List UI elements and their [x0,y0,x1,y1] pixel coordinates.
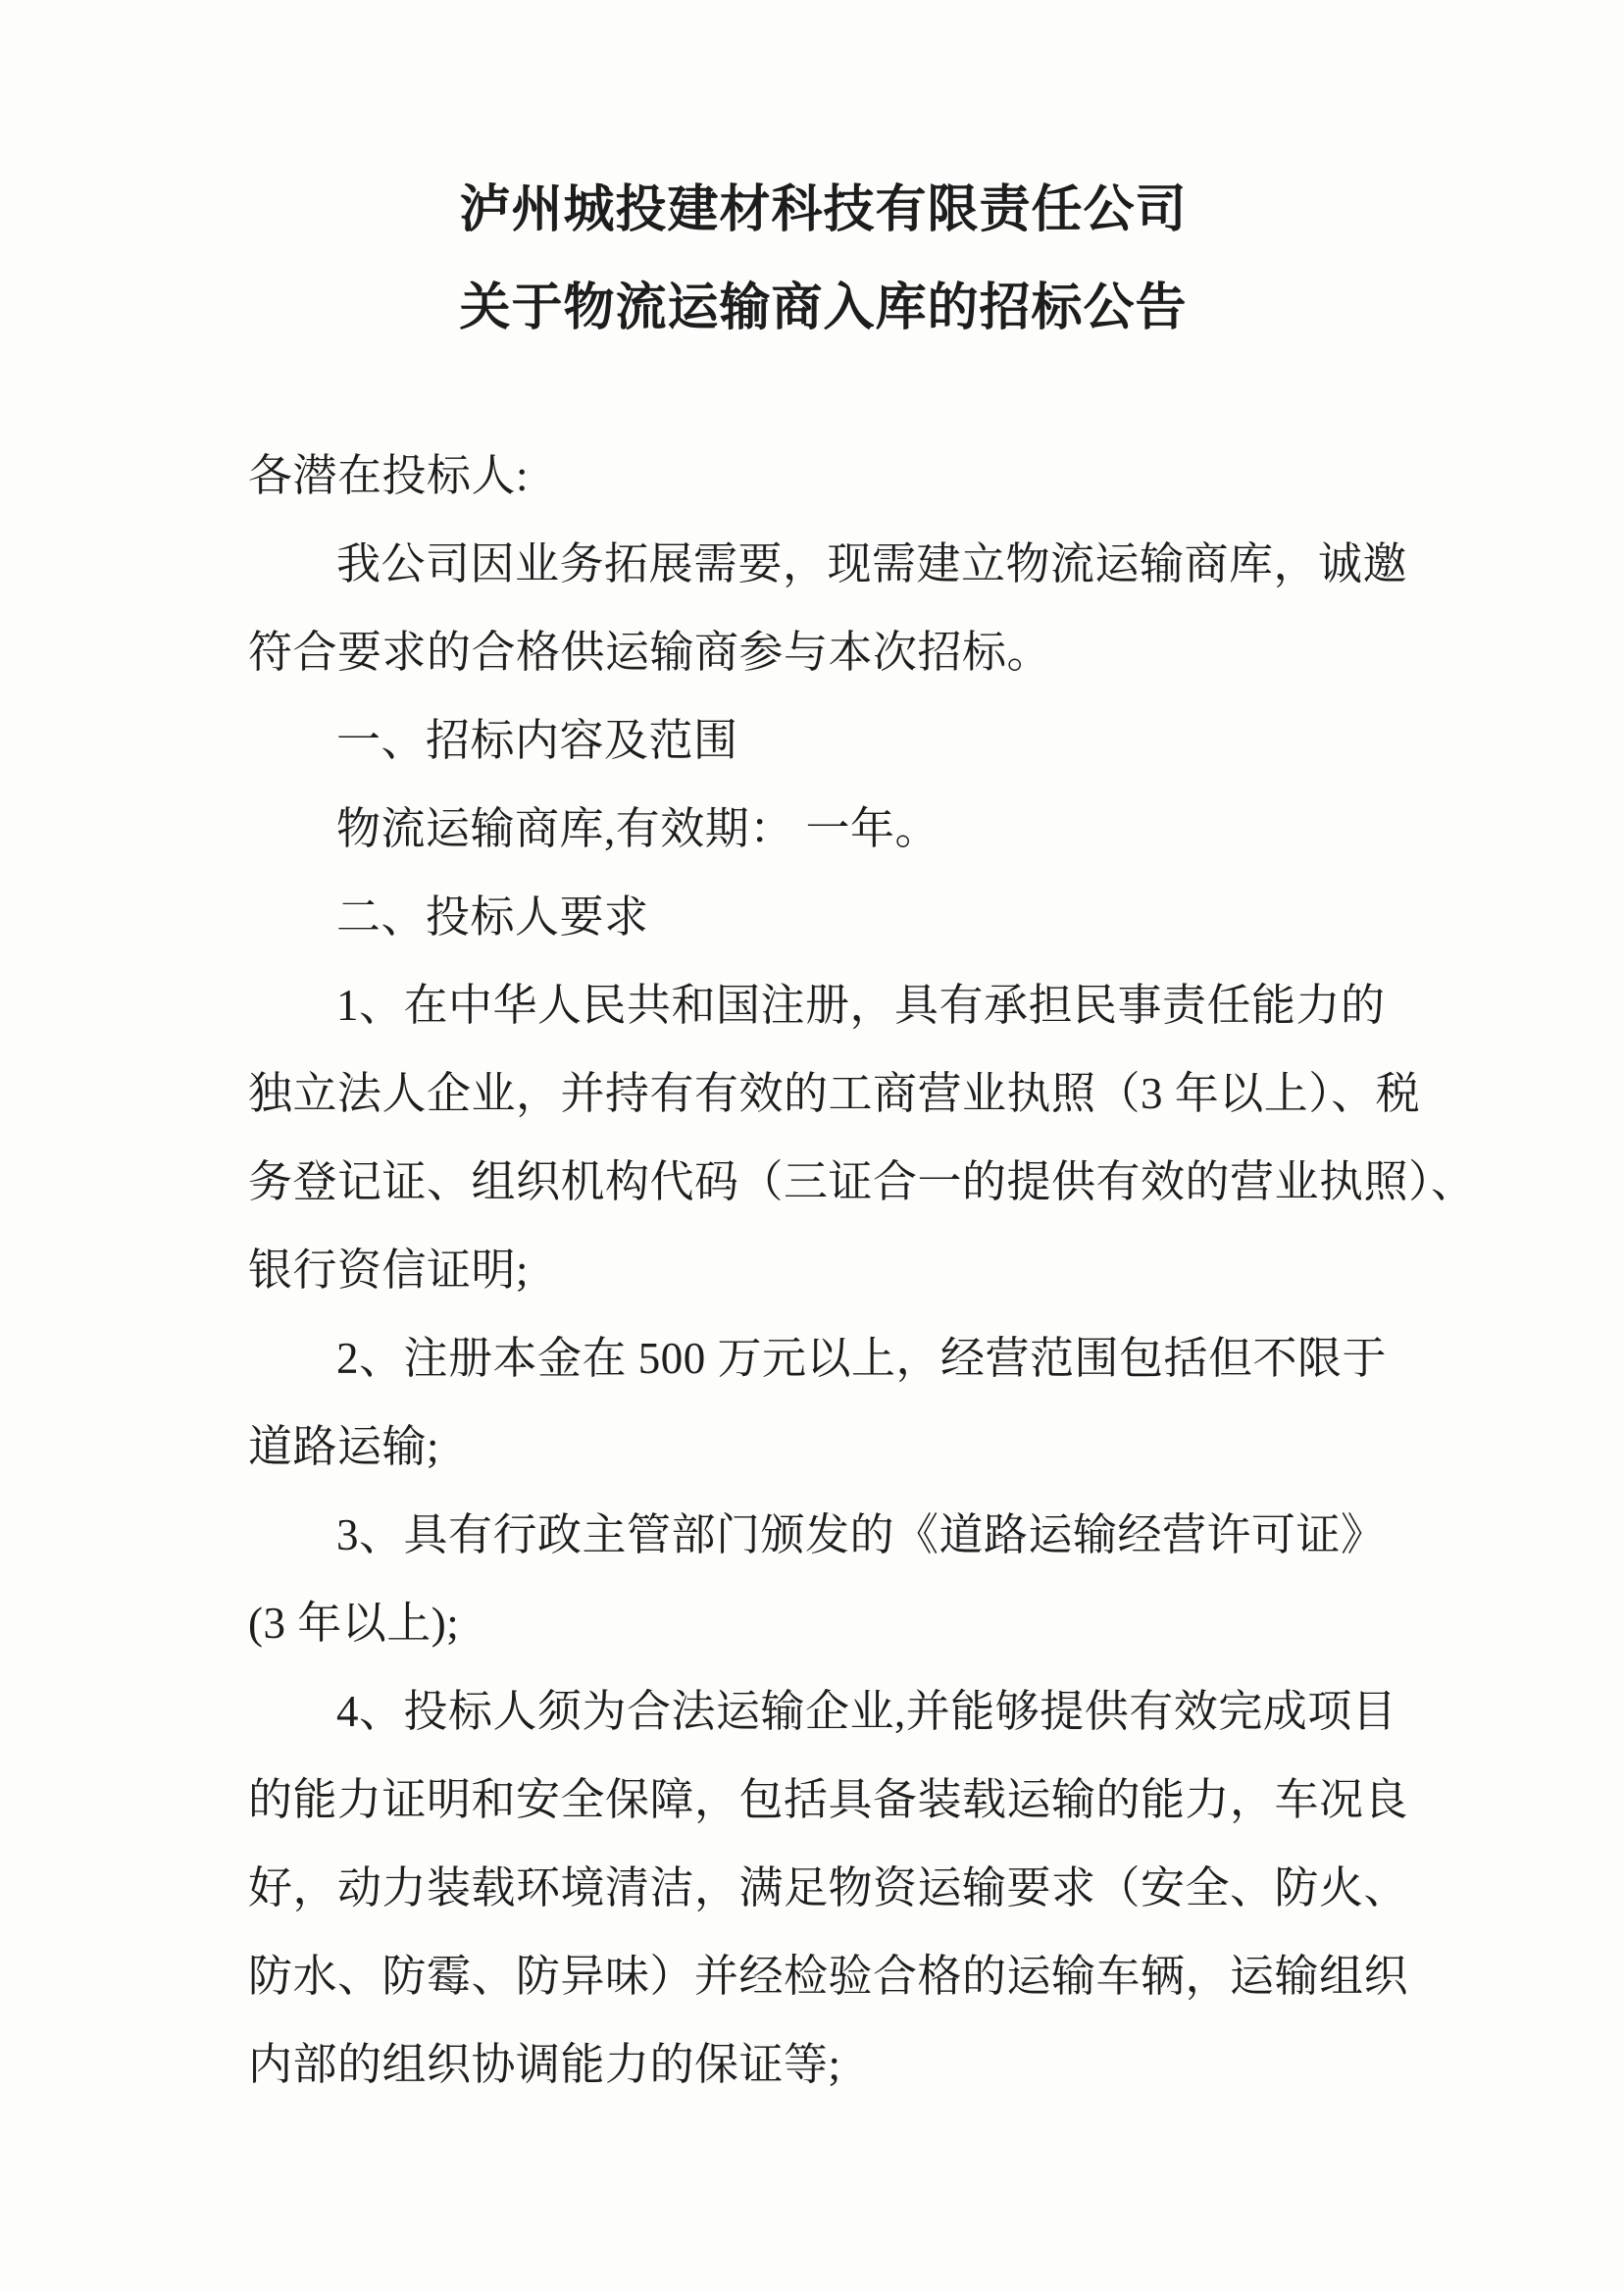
document-line: 内部的组织协调能力的保证等; [248,2040,841,2089]
document-body [248,432,1476,2109]
body-lines [248,520,1476,2109]
document-line: 我公司因业务拓展需要，现需建立物流运输商库，诚邀 [336,539,1408,588]
document-line: 二、投标人要求 [336,892,649,942]
document-line: 物流运输商库,有效期： 一年。 [336,804,940,853]
document-line: 一、招标内容及范围 [336,716,738,765]
document-line: 2、注册本金在 500 万元以上，经营范围包括但不限于 [336,1334,1388,1383]
document-line: 道路运输; [248,1422,440,1471]
page-title: 泸州城投建材科技有限责任公司 [459,182,1188,238]
document-line: (3 年以上); [248,1599,460,1648]
document-line: 的能力证明和安全保障，包括具备装载运输的能力，车况良 [248,1775,1409,1824]
document-line: 银行资信证明; [248,1246,530,1295]
salutation-line: 各潜在投标人: [248,451,530,500]
document-line: 好，动力装载环境清洁，满足物资运输要求（安全、防火、 [248,1863,1409,1912]
document-line: 符合要求的合格供运输商参与本次招标。 [248,628,1052,677]
document-line: 4、投标人须为合法运输企业,并能够提供有效完成项目 [336,1687,1397,1736]
document-line: 防水、防霉、防异味）并经检验合格的运输车辆，运输组织 [248,1952,1409,2001]
page-subtitle: 关于物流运输商入库的招标公告 [459,280,1188,336]
document-line: 3、具有行政主管部门颁发的《道路运输经营许可证》 [336,1510,1386,1559]
document-header [248,162,1398,358]
document-line: 1、在中华人民共和国注册，具有承担民事责任能力的 [336,981,1386,1030]
document-line: 独立法人企业，并持有有效的工商营业执照（3 年以上）、税 [248,1069,1421,1118]
document-line: 务登记证、组织机构代码（三证合一的提供有效的营业执照）、 [248,1157,1476,1206]
